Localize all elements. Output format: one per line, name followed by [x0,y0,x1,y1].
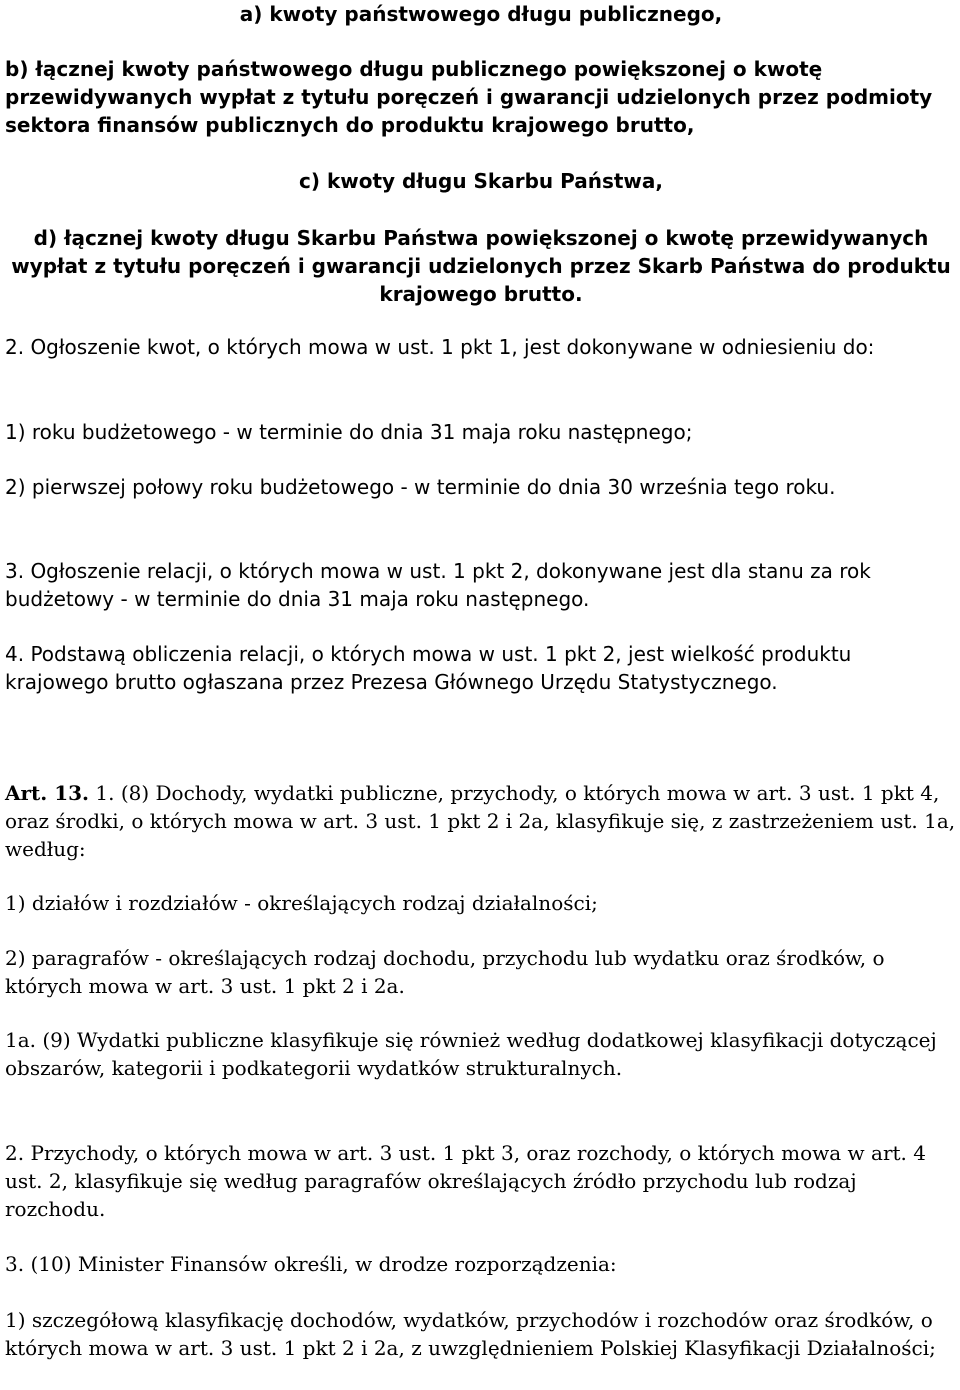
item-b: b) łącznej kwoty państwowego długu publicznego powiększonej o kwotę przewidywanych wypłat z tytułu poręczeń i gwarancji udzielonych przez podmioty sektora finansów publicznych do produktu krajowego brutto, [5,57,933,137]
art-13-paragraph-1a: 1a. (9) Wydatki publiczne klasyfikuje się również według dodatkowej klasyfikacji dotyczącej obszarów, kategorii i podkategorii wydatków strukturalnych. [5,1028,937,1080]
art-13-p1-text: 1. (8) Dochody, wydatki publiczne, przychody, o których mowa w art. 3 ust. 1 pkt 4, oraz środki, o których mowa w art. 3 ust. 1 pkt 2 i 2a, klasyfikuje się, z zastrzeżeniem ust. 1a, według: [5,781,956,861]
art-13-label: Art. 13. [5,781,90,805]
art-13-paragraph-1 [5,779,957,863]
item-c: c) kwoty długu Skarbu Państwa, [298,169,663,193]
item-d: d) łącznej kwoty długu Skarbu Państwa powiększonej o kwotę przewidywanych wypłat z tytułu poręczeń i gwarancji udzielonych przez Skarb Państwa do produktu krajowego brutto. [11,226,951,306]
art-13-item-2: 2) paragrafów - określających rodzaj dochodu, przychodu lub wydatku oraz środków, o których mowa w art. 3 ust. 1 pkt 2 i 2a. [5,946,885,998]
item-a: a) kwoty państwowego długu publicznego, [239,2,723,26]
art-13-paragraph-3-item-1: 1) szczegółową klasyfikację dochodów, wydatków, przychodów i rozchodów oraz środków, o których mowa w art. 3 ust. 1 pkt 2 i 2a, z uwzględnieniem Polskiej Klasyfikacji Działalności; [5,1308,936,1360]
section-2-point-2: 2) pierwszej połowy roku budżetowego - w terminie do dnia 30 września tego roku. [5,475,836,499]
art-13-paragraph-2: 2. Przychody, o których mowa w art. 3 ust. 1 pkt 3, oraz rozchody, o których mowa w art. 4 ust. 2, klasyfikuje się według paragrafów określających źródło przychodu lub rodzaj rozchodu. [5,1141,926,1221]
section-2-point-1: 1) roku budżetowego - w terminie do dnia 31 maja roku następnego; [5,420,693,444]
art-13-paragraph-3: 3. (10) Minister Finansów określi, w drodze rozporządzenia: [5,1252,617,1276]
section-2-intro: 2. Ogłoszenie kwot, o których mowa w ust. 1 pkt 1, jest dokonywane w odniesieniu do: [5,335,875,359]
section-4: 4. Podstawą obliczenia relacji, o których mowa w ust. 1 pkt 2, jest wielkość produktu krajowego brutto ogłaszana przez Prezesa Głównego Urzędu Statystycznego. [5,642,852,694]
art-13-item-1: 1) działów i rozdziałów - określających rodzaj działalności; [5,891,598,915]
section-3: 3. Ogłoszenie relacji, o których mowa w ust. 1 pkt 2, dokonywane jest dla stanu za rok budżetowy - w terminie do dnia 31 maja roku następnego. [5,559,871,611]
